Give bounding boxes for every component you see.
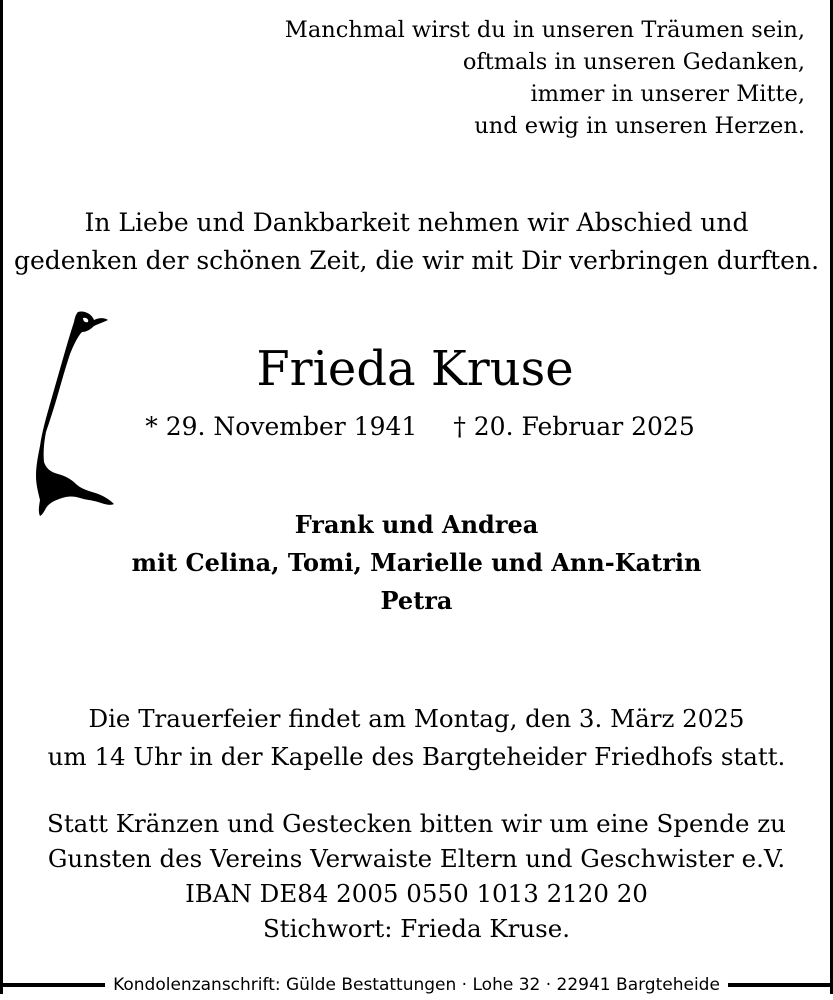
donation-keyword: Stichwort: Frieda Kruse. <box>262 914 571 943</box>
footer-rule-left <box>0 983 105 987</box>
family-block <box>0 506 833 620</box>
family-line: Petra <box>380 586 453 615</box>
sylt-island-silhouette-icon <box>28 308 116 518</box>
iban: IBAN DE84 2005 0550 1013 2120 20 <box>185 879 648 908</box>
ceremony-line: Die Trauerfeier findet am Montag, den 3. März 2025 <box>88 704 745 733</box>
intro-line: gedenken der schönen Zeit, die wir mit Dir verbringen durften. <box>13 246 820 275</box>
poem-line: oftmals in unseren Gedanken, <box>462 49 805 75</box>
deceased-name: Frieda Kruse <box>256 341 574 397</box>
donation-line: Gunsten des Vereins Verwaiste Eltern und Geschwister e.V. <box>47 844 786 873</box>
footer <box>0 972 833 998</box>
donation-line: Statt Kränzen und Gestecken bitten wir um eine Spende zu <box>47 809 786 838</box>
donation-block <box>0 806 833 946</box>
poem-line: Manchmal wirst du in unseren Träumen sein, <box>284 17 805 43</box>
intro-line: In Liebe und Dankbarkeit nehmen wir Abschied und <box>84 208 749 237</box>
ceremony-block <box>0 700 833 776</box>
birth-date: * 29. November 1941 <box>145 412 418 441</box>
intro-block <box>0 204 833 280</box>
condolence-address: Kondolenzanschrift: Gülde Bestattungen · Lohe 32 · 22941 Bargteheide <box>113 975 720 995</box>
poem-line: und ewig in unseren Herzen. <box>474 113 805 139</box>
ceremony-line: um 14 Uhr in der Kapelle des Bargteheider Friedhofs statt. <box>47 742 786 771</box>
family-line: Frank und Andrea <box>294 510 539 539</box>
life-dates <box>120 409 720 445</box>
poem-line: immer in unserer Mitte, <box>530 81 805 107</box>
poem-block <box>205 14 805 142</box>
family-line: mit Celina, Tomi, Marielle und Ann-Katrin <box>131 548 702 577</box>
death-date: † 20. Februar 2025 <box>453 412 695 441</box>
footer-rule-right <box>728 983 833 987</box>
